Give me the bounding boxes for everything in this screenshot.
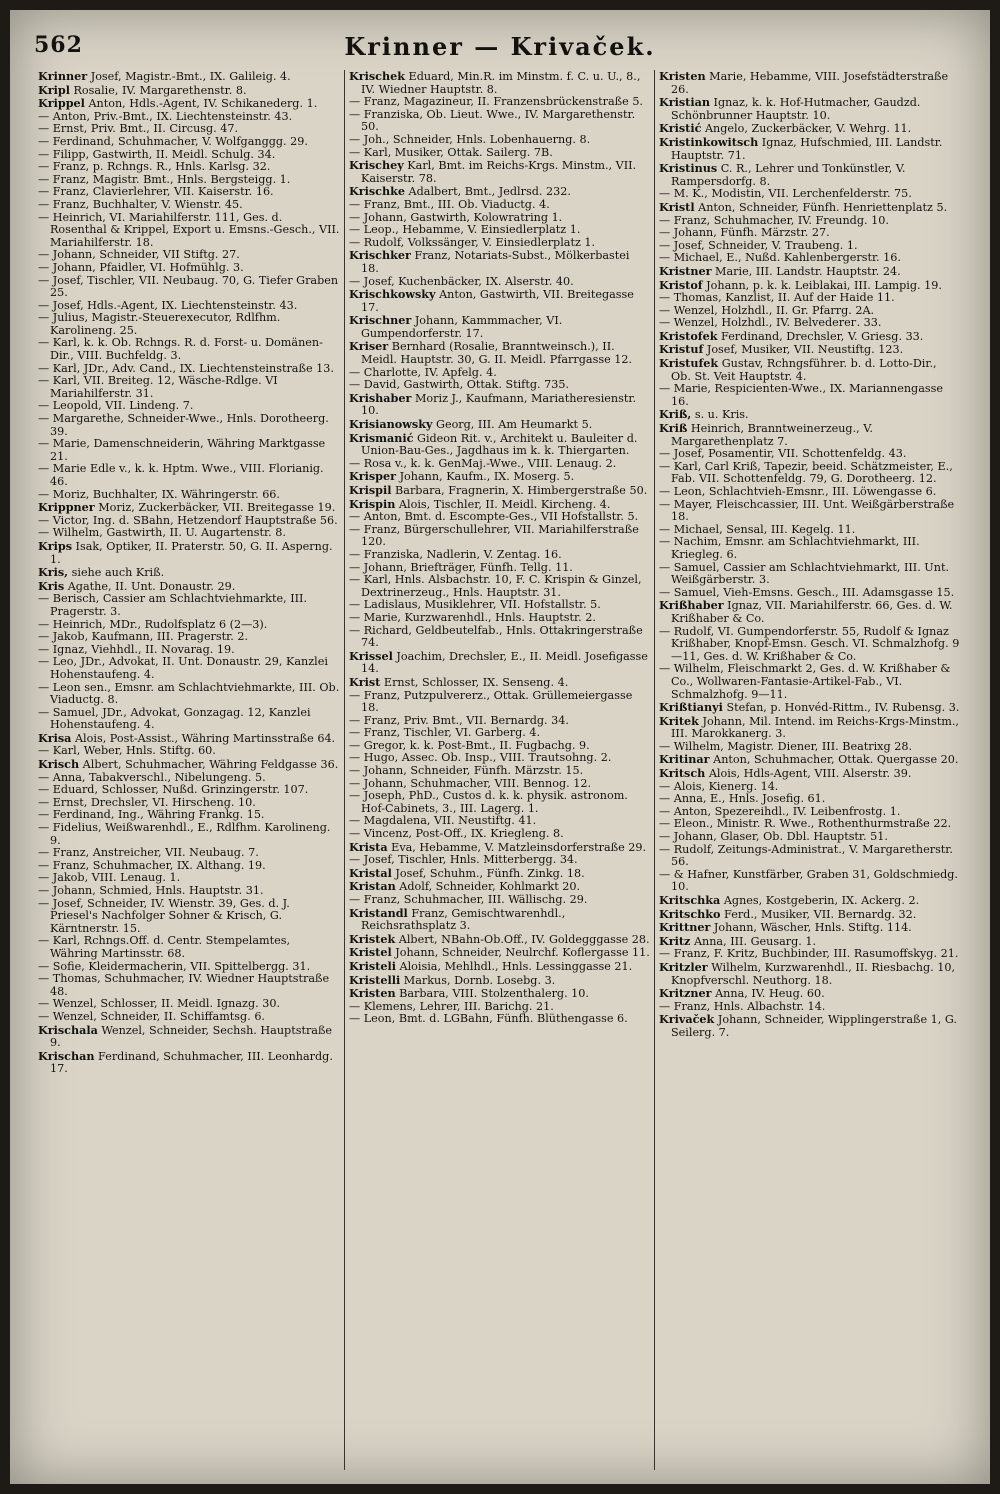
directory-entry: Krittner Johann, Wäscher, Hnls. Stiftg. 114. [659, 920, 912, 935]
directory-entry: — Charlotte, IV. Apfelg. 4. [349, 365, 497, 379]
directory-entry: — Franz, Clavierlehrer, VII. Kaiserstr. 16. [38, 185, 274, 199]
directory-entry: — Vincenz, Post-Off., IX. Kriegleng. 8. [349, 827, 564, 841]
directory-entry: Kriser Bernhard (Rosalie, Branntweinsch.), II. Meidl. Hauptstr. 30, G. II. Meidl. Pfarrgasse 12. [349, 339, 633, 367]
directory-entry: — Heinrich, VI. Mariahilferstr. 111, Ges. d. Rosenthal & Krippel, Export u. Emsns.-Gesch., VII. Mariahilferstr. 18. [38, 210, 340, 249]
directory-entry: — Jakob, Kaufmann, III. Pragerstr. 2. [38, 630, 249, 644]
directory-entry: Kristen Barbara, VIII. Stolzenthalerg. 10. [349, 986, 589, 1001]
directory-entry: Kris, siehe auch Kriß. [38, 565, 165, 580]
directory-entry: — Richard, Geldbeutelfab., Hnls. Ottakringerstraße 74. [349, 623, 643, 650]
directory-entry: — Rudolf, Volkssänger, V. Einsiedlerplatz 1. [349, 235, 596, 249]
directory-entry: — Wilhelm, Magistr. Diener, III. Beatrixg 28. [659, 739, 913, 753]
directory-entry: Krischek Eduard, Min.R. im Minstm. f. C. u. U., 8., IV. Wiedner Hauptstr. 8. [349, 70, 641, 96]
directory-entry: Krippner Moriz, Zuckerbäcker, VII. Breitegasse 19. [38, 500, 336, 515]
directory-entry: — Josef, Posamentir, VII. Schottenfeldg. 43. [659, 447, 907, 461]
directory-entry: — Franz, Hnls. Albachstr. 14. [659, 999, 826, 1013]
directory-entry: — Anna, E., Hnls. Josefig. 61. [659, 792, 826, 806]
directory-entry: — Wilhelm, Gastwirth, II. U. Augartenstr. 8. [38, 526, 286, 540]
directory-entry: — Wenzel, Schneider, II. Schiffamtsg. 6. [38, 1009, 265, 1023]
directory-entry: — Franz, F. Kritz, Buchbinder, III. Rasumoffskyg. 21. [659, 947, 959, 961]
directory-entry: Kristian Ignaz, k. k. Hof-Hutmacher, Gaudzd. Schönbrunner Hauptstr. 10. [659, 95, 921, 122]
directory-entry: — Karl, k. k. Ob. Rchngs. R. d. Forst- u. Domänen-Dir., VIII. Buchfeldg. 3. [38, 336, 323, 363]
directory-entry: — Johann, Gastwirth, Kolowratring 1. [349, 210, 563, 224]
directory-entry: Krips Isak, Optiker, II. Praterstr. 50, G. II. Asperng. 1. [38, 538, 333, 566]
directory-entry: Kristuf Josef, Musiker, VII. Neustiftg. 123. [659, 342, 904, 357]
directory-entry: — Sofie, Kleidermacherin, VII. Spittelbergg. 31. [38, 959, 311, 973]
directory-entry: Krismanić Gideon Rit. v., Architekt u. Bauleiter d. Union-Bau-Ges., Jagdhaus im k. k. Thiergarten. [349, 430, 638, 458]
directory-entry: — Alois, Kienerg. 14. [659, 779, 779, 793]
directory-entry: Kristofek Ferdinand, Drechsler, V. Griesg. 33. [659, 328, 924, 343]
directory-entry: Krischner Johann, Kammmacher, VI. Gumpendorferstr. 17. [349, 313, 563, 340]
directory-entry: — Leo, JDr., Advokat, II. Unt. Donaustr. 29, Kanzlei Hohenstaufeng. 4. [38, 655, 328, 681]
directory-entry: — Rudolf, VI. Gumpendorferstr. 55, Rudolf & Ignaz Krißhaber, Knopf-Emsn. Gesch. VI. Schmalzhofg. 9—11, Ges. d. W. Krißhaber & Co. [659, 624, 960, 663]
directory-entry: Krishaber Moriz J., Kaufmann, Mariatheresienstr. 10. [349, 390, 637, 418]
directory-entry: — Karl, JDr., Adv. Cand., IX. Liechtensteinstraße 13. [38, 361, 334, 375]
directory-entry: Kriß, s. u. Kris. [659, 407, 749, 422]
directory-entry: — Fidelius, Weißwarenhdl., E., Rdlfhm. Karolineng. 9. [38, 821, 331, 847]
directory-entry: Kristić Angelo, Zuckerbäcker, V. Wehrg. 11. [659, 121, 912, 136]
directory-entry: — Karl, Weber, Hnls. Stiftg. 60. [38, 744, 216, 758]
directory-entry: Kristof Johann, p. k. k. Leiblakai, III. Lampig. 19. [659, 277, 942, 292]
directory-entry: — Thomas, Schuhmacher, IV. Wiedner Hauptstraße 48. [38, 972, 330, 998]
directory-entry: — Nachim, Emsnr. am Schlachtviehmarkt, III. Kriegleg. 6. [659, 535, 920, 561]
directory-entry: — Franz, Buchhalter, V. Wienstr. 45. [38, 197, 243, 211]
directory-entry: Kristl Anton, Schneider, Fünfh. Henriettenplatz 5. [659, 199, 948, 214]
directory-entry: — Berisch, Cassier am Schlachtviehmarkte, III. Pragerstr. 3. [38, 592, 308, 618]
directory-entry: — Franz, Schuhmacher, IV. Freundg. 10. [659, 213, 889, 227]
directory-entry: — Margarethe, Schneider-Wwe., Hnls. Dorotheerg. 39. [38, 412, 329, 438]
directory-entry: Krischker Franz, Notariats-Subst., Mölkerbastei 18. [349, 248, 630, 275]
column-1 [34, 70, 344, 1470]
directory-entry: — Marie Edle v., k. k. Hptm. Wwe., VIII. Florianig. 46. [38, 462, 324, 488]
directory-entry: — Jakob, VIII. Lenaug. 1. [38, 871, 181, 885]
directory-entry: — Johann, Schuhmacher, VIII. Bennog. 12. [349, 776, 592, 790]
directory-entry: — Magdalena, VII. Neustiftg. 41. [349, 814, 537, 828]
directory-entry: Kristeli Aloisia, Mehlhdl., Hnls. Lessinggasse 21. [349, 958, 633, 973]
directory-entry: — Josef, Kuchenbäcker, IX. Alserstr. 40. [349, 274, 574, 288]
directory-entry: — Michael, Sensal, III. Kegelg. 11. [659, 522, 856, 536]
directory-entry: — Johann, Pfaidler, VI. Hofmühlg. 3. [38, 260, 244, 274]
directory-entry: — Eduard, Schlosser, Nußd. Grinzingerstr. 107. [38, 783, 309, 797]
directory-entry: — Julius, Magistr.-Steuerexecutor, Rdlfhm. Karolineng. 25. [38, 311, 281, 337]
directory-entry: — Wilhelm, Fleischmarkt 2, Ges. d. W. Krißhaber & Co., Wollwaren-Fantasie-Artikel-Fab., VI. Schmalzhofg. 9—11. [659, 662, 951, 701]
directory-entry: — Eleon., Ministr. R. Wwe., Rothenthurmstraße 22. [659, 817, 952, 831]
directory-entry: — Marie, Damenschneiderin, Währing Marktgasse 21. [38, 437, 326, 463]
directory-entry: — Johann, Briefträger, Fünfh. Tellg. 11. [349, 560, 573, 574]
directory-entry: — Leop., Hebamme, V. Einsiedlerplatz 1. [349, 223, 581, 237]
directory-entry: Kritschka Agnes, Kostgeberin, IX. Ackerg. 2. [659, 893, 920, 907]
directory-entry: — Ladislaus, Musiklehrer, VII. Hofstallstr. 5. [349, 598, 601, 612]
directory-entry: — & Hafner, Kunstfärber, Graben 31, Goldschmiedg. 10. [659, 867, 958, 894]
directory-entry: — Franziska, Ob. Lieut. Wwe., IV. Margarethenstr. 50. [349, 107, 636, 134]
directory-entry: Krischan Ferdinand, Schuhmacher, III. Leonhardg. 17. [38, 1048, 333, 1076]
directory-entry: Kritschko Ferd., Musiker, VII. Bernardg. 32. [659, 906, 917, 921]
directory-entry: — Wenzel, Schlosser, II. Meidl. Ignazg. 30. [38, 997, 281, 1011]
directory-entry: — Franz, Bmt., III. Ob. Viaductg. 4. [349, 197, 550, 211]
directory-entry: — Anton, Bmt. d. Escompte-Ges., VII Hofstallstr. 5. [349, 510, 639, 524]
directory-entry: — Johann, Glaser, Ob. Dbl. Hauptstr. 51. [659, 830, 888, 844]
directory-entry: — Leon, Bmt. d. LGBahn, Fünfh. Blüthengasse 6. [349, 1012, 628, 1026]
directory-entry: Krischke Adalbert, Bmt., Jedlrsd. 232. [349, 184, 571, 199]
directory-entry: Kritinar Anton, Schuhmacher, Ottak. Quergasse 20. [659, 752, 959, 767]
directory-entry: Kritzner Anna, IV. Heug. 60. [659, 986, 825, 1001]
directory-entry: — Filipp, Gastwirth, II. Meidl. Schulg. 34. [38, 147, 276, 161]
directory-entry: — Ernst, Priv. Bmt., II. Circusg. 47. [38, 122, 239, 136]
directory-entry: — Klemens, Lehrer, III. Barichg. 21. [349, 999, 554, 1013]
directory-entry: — Johann, Schneider, VII Stiftg. 27. [38, 248, 240, 262]
directory-entry: Kritzler Wilhelm, Kurzwarenhdl., II. Riesbachg. 10, Knopfverschl. Neuthorg. 18. [659, 959, 956, 987]
directory-entry: Krista Eva, Hebamme, V. Matzleinsdorferstraße 29. [349, 839, 647, 854]
directory-entry: — M. K., Modistin, VII. Lerchenfelderstr. 75. [659, 187, 912, 201]
directory-entry: Krischkowsky Anton, Gastwirth, VII. Breitegasse 17. [349, 287, 634, 314]
running-head: Krinner — Krivaček. [344, 32, 656, 61]
directory-entry: — Josef, Schneider, IV. Wienstr. 39, Ges. d. J. Priesel's Nachfolger Sohner & Krisch, G. Kärntnerstr. 15. [38, 896, 290, 935]
directory-entry: — Leopold, VII. Lindeng. 7. [38, 399, 194, 413]
page-header [10, 28, 990, 68]
directory-entry: — Franz, p. Rchngs. R., Hnls. Karlsg. 32. [38, 160, 271, 174]
directory-entry: Kris Agathe, II. Unt. Donaustr. 29. [38, 578, 236, 593]
directory-entry: Kristner Marie, III. Landstr. Hauptstr. 24. [659, 263, 901, 278]
directory-entry: — Johann, Fünfh. Märzstr. 27. [659, 226, 830, 240]
directory-entry: — Josef, Schneider, V. Traubeng. 1. [659, 238, 858, 252]
directory-entry: — Franz, Anstreicher, VII. Neubaug. 7. [38, 846, 259, 860]
directory-entry: Krisch Albert, Schuhmacher, Währing Feldgasse 36. [38, 757, 339, 772]
directory-entry: — David, Gastwirth, Ottak. Stiftg. 735. [349, 378, 569, 392]
directory-entry: Krispil Barbara, Fragnerin, X. Himbergerstraße 50. [349, 483, 648, 497]
directory-entry: — Karl, VII. Breiteg. 12, Wäsche-Rdlge. VI Mariahilferstr. 31. [38, 374, 278, 400]
directory-entry: Kriß Heinrich, Branntweinerzeug., V. Margarethenplatz 7. [659, 421, 873, 448]
directory-entry: Krivaček Johann, Schneider, Wipplingerstraße 1, G. Seilerg. 7. [659, 1012, 957, 1039]
directory-entry: — Franz, Bürgerschullehrer, VII. Mariahilferstraße 120. [349, 522, 639, 549]
directory-entry: — Josef, Hdls.-Agent, IX. Liechtensteinstr. 43. [38, 298, 298, 312]
directory-entry: — Leon, Schlachtvieh-Emsnr., III. Löwengasse 6. [659, 485, 937, 498]
directory-entry: — Anton, Priv.-Bmt., IX. Liechtensteinstr. 43. [38, 109, 293, 123]
directory-entry: Krispin Alois, Tischler, II. Meidl. Kircheng. 4. [349, 496, 611, 511]
page-number: 562 [34, 32, 83, 58]
directory-entry: Kristal Josef, Schuhm., Fünfh. Zinkg. 18. [349, 865, 585, 880]
directory-entry: Kristinkowitsch Ignaz, Hufschmied, III. Landstr. Hauptstr. 71. [659, 134, 943, 162]
directory-entry: — Hugo, Assec. Ob. Insp., VIII. Trautsohng. 2. [349, 751, 612, 765]
directory-entry: — Franz, Schuhmacher, III. Wällischg. 29. [349, 893, 588, 906]
columns [34, 70, 966, 1470]
directory-entry: — Wenzel, Holzhdl., II. Gr. Pfarrg. 2A. [659, 303, 875, 317]
directory-entry: — Franz, Putzpulvererz., Ottak. Grüllemeiergasse 18. [349, 688, 633, 715]
directory-entry: — Moriz, Buchhalter, IX. Währingerstr. 66. [38, 487, 280, 501]
directory-entry: — Anton, Spezereihdl., IV. Leibenfrostg. 1. [659, 804, 901, 818]
directory-entry: Kristinus C. R., Lehrer und Tonkünstler, V. Rampersdorfg. 8. [659, 161, 906, 188]
directory-entry: — Thomas, Kanzlist, II. Auf der Haide 11. [659, 291, 895, 305]
column-3 [654, 70, 964, 1470]
directory-entry: Kripl Rosalie, IV. Margarethenstr. 8. [38, 82, 247, 97]
directory-entry: — Franz, Schuhmacher, IX. Althang. 19. [38, 858, 266, 872]
directory-entry: Kristandl Franz, Gemischtwarenhdl., Reichsrathsplatz 3. [349, 905, 566, 933]
directory-entry: — Marie, Respicienten-Wwe., IX. Mariannengasse 16. [659, 382, 943, 408]
directory-entry: — Karl, Rchngs.Off. d. Centr. Stempelamtes, Währing Martinsstr. 68. [38, 934, 291, 960]
directory-entry: Krissel Joachim, Drechsler, E., II. Meidl. Josefigasse 14. [349, 648, 648, 676]
directory-entry: Krischey Karl, Bmt. im Reichs-Krgs. Minstm., VII. Kaiserstr. 78. [349, 158, 637, 185]
directory-entry: — Joh., Schneider, Hnls. Lobenhauerng. 8. [349, 132, 591, 146]
directory-entry: Kristelli Markus, Dornb. Losebg. 3. [349, 972, 556, 987]
directory-entry: — Karl, Musiker, Ottak. Sailerg. 7B. [349, 145, 553, 159]
column-2 [344, 70, 654, 1470]
directory-entry: — Heinrich, MDr., Rudolfsplatz 6 (2—3). [38, 617, 268, 631]
directory-entry: Krippel Anton, Hdls.-Agent, IV. Schikanederg. 1. [38, 96, 318, 111]
directory-entry: Kritsch Alois, Hdls-Agent, VIII. Alserstr. 39. [659, 766, 912, 781]
directory-entry: Krinner Josef, Magistr.-Bmt., IX. Galileig. 4. [38, 70, 291, 83]
directory-entry: — Gregor, k. k. Post-Bmt., II. Fugbachg. 9. [349, 738, 590, 752]
directory-entry: — Josef, Tischler, Hnls. Mitterbergg. 34. [349, 853, 578, 867]
directory-entry: — Johann, Schmied, Hnls. Hauptstr. 31. [38, 884, 264, 897]
directory-entry: Krißtianyi Stefan, p. Honvéd-Rittm., IV. Rubensg. 3. [659, 700, 960, 715]
directory-entry: — Marie, Kurzwarenhdl., Hnls. Hauptstr. 2. [349, 610, 596, 624]
directory-entry: — Franz, Tischler, VI. Garberg. 4. [349, 726, 541, 740]
directory-entry: — Franziska, Nadlerin, V. Zentag. 16. [349, 547, 562, 561]
directory-entry: — Franz, Priv. Bmt., VII. Bernardg. 34. [349, 713, 569, 727]
directory-entry: — Karl, Hnls. Alsbachstr. 10, F. C. Krispin & Ginzel, Dextrinerzeug., Hnls. Hauptstr. 31. [349, 573, 642, 599]
directory-entry: — Rosa v., k. k. GenMaj.-Wwe., VIII. Lenaug. 2. [349, 456, 617, 470]
directory-entry: — Leon sen., Emsnr. am Schlachtviehmarkte, III. Ob. Viaductg. 8. [38, 680, 340, 707]
directory-entry: — Samuel, Cassier am Schlachtviehmarkt, III. Unt. Weißgärberstr. 3. [659, 560, 949, 587]
directory-page [10, 10, 990, 1484]
directory-entry: — Ferdinand, Schuhmacher, V. Wolfganggg. 29. [38, 134, 308, 148]
directory-entry: Kristek Albert, NBahn-Ob.Off., IV. Goldegggasse 28. [349, 931, 650, 946]
directory-entry: — Mayer, Fleischcassier, III. Unt. Weißgärberstraße 18. [659, 497, 955, 524]
directory-entry: — Johann, Schneider, Fünfh. Märzstr. 15. [349, 764, 584, 778]
directory-entry: Krißhaber Ignaz, VII. Mariahilferstr. 66, Ges. d. W. Krißhaber & Co. [659, 598, 953, 625]
directory-entry: — Samuel, JDr., Advokat, Gonzagag. 12, Kanzlei Hohenstaufeng. 4. [38, 705, 311, 732]
directory-entry: Kristel Johann, Schneider, Neulrchf. Koflergasse 11. [349, 945, 650, 960]
directory-entry: — Ernst, Drechsler, VI. Hirscheng. 10. [38, 795, 256, 809]
directory-entry: Krist Ernst, Schlosser, IX. Senseng. 4. [349, 674, 569, 689]
directory-entry: Kristen Marie, Hebamme, VIII. Josefstädterstraße 26. [659, 70, 949, 96]
directory-entry: — Franz, Magazineur, II. Franzensbrückenstraße 5. [349, 95, 643, 109]
directory-entry: Kristan Adolf, Schneider, Kohlmarkt 20. [349, 879, 581, 894]
directory-entry: — Josef, Tischler, VII. Neubaug. 70, G. Tiefer Graben 25. [38, 273, 339, 300]
directory-entry: Krisa Alois, Post-Assist., Währing Martinsstraße 64. [38, 730, 336, 745]
directory-entry: — Wenzel, Holzhdl., IV. Belvederег. 33. [659, 316, 882, 330]
directory-entry: — Ferdinand, Ing., Währing Frankg. 15. [38, 808, 265, 822]
directory-entry: — Anna, Tabakverschl., Nibelungeng. 5. [38, 770, 266, 784]
directory-entry: — Michael, E., Nußd. Kahlenbergerstr. 16. [659, 251, 901, 265]
directory-entry: — Karl, Carl Kriß, Tapezir, beeid. Schätzmeister, E., Fab. VII. Schottenfeldg. 79, G. Dorotheerg. 12. [659, 459, 953, 486]
directory-entry: — Rudolf, Zeitungs-Administrat., V. Margaretherstr. 56. [659, 842, 953, 869]
directory-entry: — Franz, Magistr. Bmt., Hnls. Bergsteigg. 1. [38, 172, 291, 186]
directory-entry: Kritz Anna, III. Geusarg. 1. [659, 933, 817, 948]
directory-entry: Krisianowsky Georg, III. Am Heumarkt 5. [349, 417, 593, 432]
directory-entry: Kristufek Gustav, Rchngsführer. b. d. Lotto-Dir., Ob. St. Veit Hauptstr. 4. [659, 356, 937, 383]
directory-entry: Krisper Johann, Kaufm., IX. Moserg. 5. [349, 469, 575, 484]
directory-entry: — Joseph, PhD., Custos d. k. k. physik. astronom. Hof-Cabinets, 3., III. Lagerg. 1. [349, 789, 628, 815]
directory-entry: — Samuel, Vieh-Emsns. Gesch., III. Adamsgasse 15. [659, 585, 955, 599]
directory-entry: — Ignaz, Viehhdl., II. Novarag. 19. [38, 642, 235, 656]
directory-entry: — Victor, Ing. d. SBahn, Hetzendorf Hauptstraße 56. [38, 513, 338, 527]
directory-entry: Krischala Wenzel, Schneider, Sechsh. Hauptstraße 9. [38, 1022, 333, 1050]
directory-entry: Kritek Johann, Mil. Intend. im Reichs-Krgs-Minstm., III. Marokkanerg. 3. [659, 713, 959, 741]
